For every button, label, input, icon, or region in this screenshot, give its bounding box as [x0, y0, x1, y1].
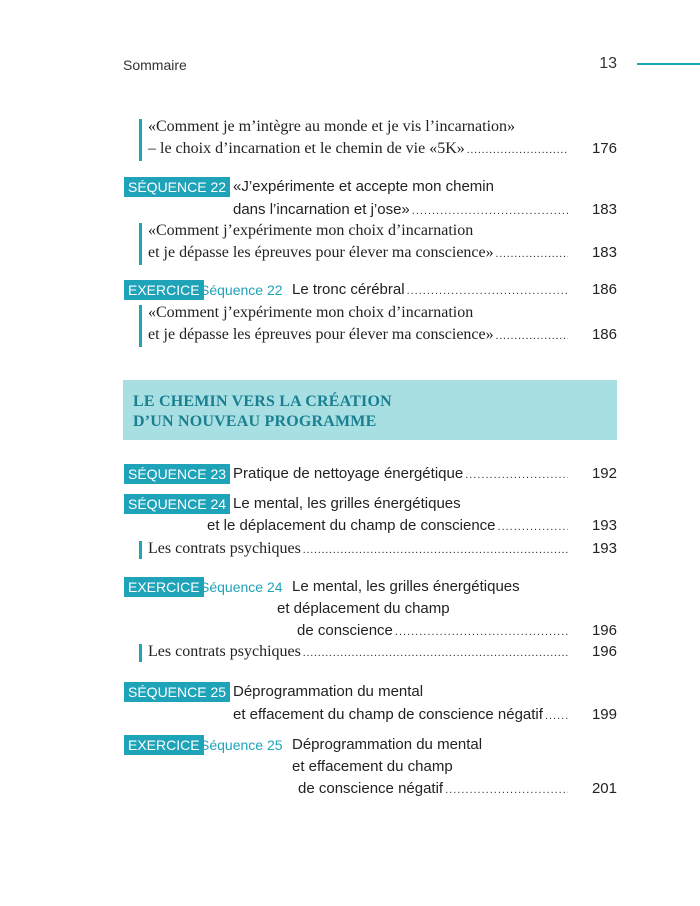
dot-leader	[496, 325, 568, 347]
toc-entry-line: et effacement du champ	[292, 758, 453, 775]
toc-page-ref: 176	[591, 140, 617, 157]
toc-entry-incarnation[interactable]: – le choix d’incarnation et le chemin de vie «5K» ..... 176	[148, 138, 571, 160]
header-accent-rule	[637, 63, 700, 65]
toc-entry-sequence-23[interactable]: Pratique de nettoyage énergétique ..... 192	[233, 463, 571, 485]
dot-leader	[498, 516, 568, 538]
dot-leader	[465, 464, 568, 486]
entry-accent-bar	[139, 223, 142, 265]
entry-accent-bar	[139, 119, 142, 161]
entry-accent-bar	[139, 644, 142, 662]
sequence-tag: SÉQUENCE 24	[124, 494, 230, 514]
exercise-tag: EXERCICE	[124, 577, 204, 597]
toc-page-ref: 193	[591, 517, 617, 534]
section-heading-box	[123, 380, 617, 440]
toc-entry-exercise-22[interactable]: Le tronc cérébral ..... 186	[292, 279, 571, 301]
toc-entry-line: Le mental, les grilles énergétiques	[233, 495, 461, 512]
sequence-tag: SÉQUENCE 23	[124, 464, 230, 484]
toc-page-ref: 183	[591, 201, 617, 218]
page-number: 13	[599, 55, 617, 72]
toc-entry-sequence-24-sub[interactable]: Les contrats psychiques ..... 193	[148, 538, 571, 560]
toc-entry-line: Le mental, les grilles énergétiques	[292, 578, 520, 595]
toc-entry-line: «Comment j’expérimente mon choix d’incarnation	[148, 222, 474, 239]
toc-entry-line: Déprogrammation du mental	[292, 736, 483, 753]
section-title: LE CHEMIN VERS LA CRÉATION D’UN NOUVEAU PROGRAMME	[133, 393, 392, 430]
toc-entry-sequence-22-sub[interactable]: et je dépasse les épreuves pour élever ma conscience» ..... 183	[148, 242, 571, 264]
dot-leader	[467, 139, 568, 161]
toc-page-ref: 186	[591, 326, 617, 343]
toc-page-ref: 199	[591, 706, 617, 723]
toc-entry-line: Déprogrammation du mental	[233, 683, 424, 700]
toc-page-ref: 192	[591, 465, 617, 482]
toc-entry-sequence-25[interactable]: et effacement du champ de conscience négatif ..... 199	[233, 704, 571, 726]
exercise-tag: EXERCICE	[124, 735, 204, 755]
dot-leader	[303, 642, 568, 664]
entry-accent-bar	[139, 305, 142, 347]
toc-page-ref: 193	[591, 540, 617, 557]
toc-entry-line: «Comment j’expérimente mon choix d’incarnation	[148, 304, 474, 321]
toc-entry-exercise-24[interactable]: de conscience ..... 196	[297, 620, 571, 642]
exercise-sequence-label: Séquence 24	[200, 579, 283, 595]
dot-leader	[303, 539, 568, 561]
dot-leader	[407, 280, 568, 302]
toc-entry-sequence-22[interactable]: dans l’incarnation et j’ose» ..... 183	[233, 199, 571, 221]
dot-leader	[496, 243, 568, 265]
toc-page-ref: 201	[591, 780, 617, 797]
exercise-sequence-label: Séquence 22	[200, 282, 283, 298]
dot-leader	[545, 705, 568, 727]
dot-leader	[395, 621, 568, 643]
toc-entry-line: «Comment je m’intègre au monde et je vis l’incarnation»	[148, 118, 516, 135]
exercise-sequence-label: Séquence 25	[200, 737, 283, 753]
sequence-tag: SÉQUENCE 25	[124, 682, 230, 702]
toc-entry-line: et déplacement du champ	[277, 600, 450, 617]
toc-entry-sequence-24[interactable]: et le déplacement du champ de conscience ..... 193	[207, 515, 571, 537]
toc-entry-exercise-25[interactable]: de conscience négatif ..... 201	[298, 778, 571, 800]
toc-entry-line: «J’expérimente et accepte mon chemin	[233, 178, 494, 195]
running-header-title: Sommaire	[123, 57, 187, 73]
toc-page-ref: 196	[591, 622, 617, 639]
toc-page-ref: 196	[591, 643, 617, 660]
toc-page-ref: 183	[591, 244, 617, 261]
toc-page-ref: 186	[591, 281, 617, 298]
dot-leader	[412, 200, 568, 222]
sequence-tag: SÉQUENCE 22	[124, 177, 230, 197]
exercise-tag: EXERCICE	[124, 280, 204, 300]
toc-entry-exercise-22-sub[interactable]: et je dépasse les épreuves pour élever ma conscience» ..... 186	[148, 324, 571, 346]
dot-leader	[445, 779, 568, 801]
toc-entry-exercise-24-sub[interactable]: Les contrats psychiques ..... 196	[148, 641, 571, 663]
entry-accent-bar	[139, 541, 142, 559]
